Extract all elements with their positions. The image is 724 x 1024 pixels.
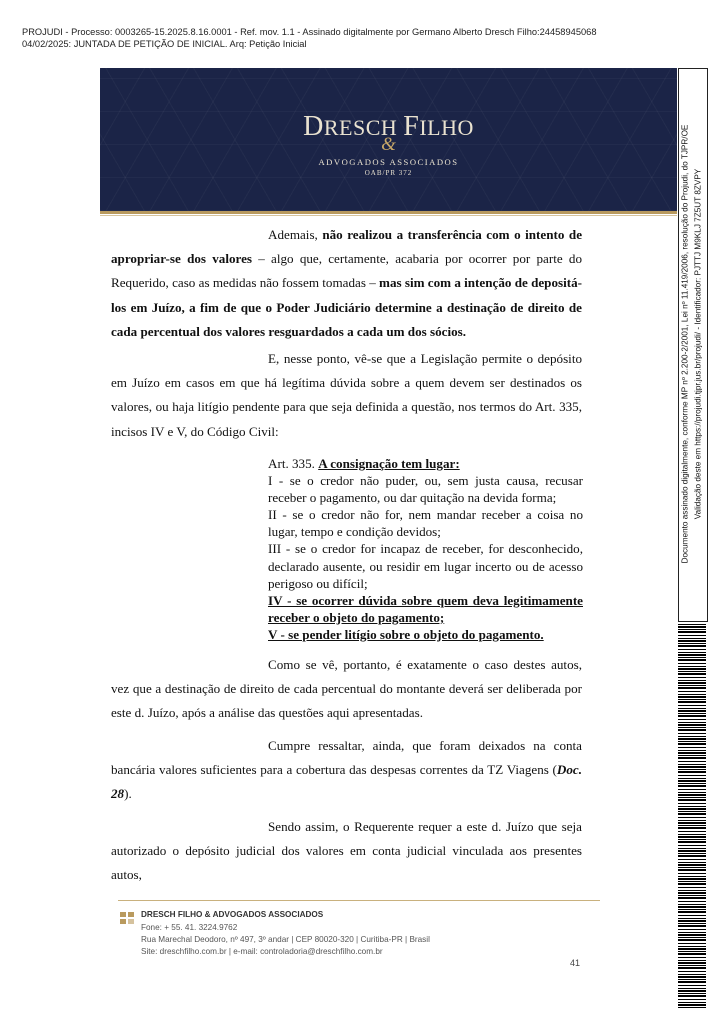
paragraph-2: E, nesse ponto, vê-se que a Legislação permite o depósito em Juízo em casos em que há legítima dúvida sobre a quem devem ser destinados os valores, ou haja litígio pendente para que seja definida a questão, nos termos do Art. 335, incisos IV e V, do Código Civil:: [111, 351, 582, 439]
banner-gold-stripe-thin: [100, 215, 677, 216]
quote-inciso-v: V - se pender litígio sobre o objeto do pagamento.: [268, 626, 544, 642]
quote-inciso-i: I - se o credor não puder, ou, sem justa causa, recusar receber o pagamento, ou dar quitação na devida forma;: [268, 473, 583, 506]
paragraph-3: Como se vê, portanto, é exatamente o caso destes autos, vez que a destinação de direito de cada percentual do montante deverá ser deliberada por este d. Juízo, após a análise das questões aqui apresentadas.: [111, 657, 582, 721]
footer-firm-name: DRESCH FILHO & ADVOGADOS ASSOCIADOS: [141, 910, 324, 919]
header-line-2: 04/02/2025: JUNTADA DE PETIÇÃO DE INICIAL. Arq: Petição Inicial: [22, 39, 307, 49]
footer-contact: Site: dreschfilho.com.br | e-mail: controladoria@dreschfilho.com.br: [141, 947, 383, 956]
quote-article-heading: Art. 335. A consignação tem lugar:: [268, 456, 460, 471]
signature-validation-text: [680, 74, 705, 614]
paragraph-1: Ademais, não realizou a transferência com o intento de apropriar-se dos valores – algo que, certamente, acabaria por ocorrer por parte do Requerido, caso as medidas não fossem tomadas – mas sim com a intenção de depositá-los em Juízo, a fim de que o Poder Judiciário determine a destinação de direito de cada percentual dos valores resguardados a cada um dos sócios.: [111, 227, 582, 339]
validation-line-2: Validação deste em https://projudi.tjpr.jus.br/projudi/ - Identificador: PJTTJ M9KLJ 7Z5UT 8ZVPY: [693, 168, 702, 520]
footer-phone: Fone: + 55. 41. 3224.9762: [141, 923, 238, 932]
footer-address: Rua Marechal Deodoro, nº 497, 3º andar | CEP 80020-320 | Curitiba-PR | Brasil: [141, 935, 430, 944]
validation-line-1: Documento assinado digitalmente, conforme MP nº 2.200-2/2001, Lei nº 11.419/2006, resolução do Projudi, do TJPR/OE: [680, 124, 690, 564]
validation-barcode: [678, 624, 706, 1008]
document-header: [22, 26, 597, 50]
legal-quote-art-335: [268, 455, 583, 643]
page-number: 41: [570, 958, 581, 968]
firm-logo-name: DRESCH FILHO: [303, 111, 474, 142]
quote-inciso-iv: IV - se ocorrer dúvida sobre quem deva legitimamente receber o objeto do pagamento;: [268, 592, 583, 625]
footer-logo-icon: [120, 912, 136, 926]
quote-inciso-ii: II - se o credor não for, nem mandar receber a coisa no lugar, tempo e condição devidos;: [268, 507, 583, 540]
banner-gold-stripe: [100, 211, 677, 214]
footer-divider: [118, 900, 600, 901]
firm-logo-oab: OAB/PR 372: [364, 169, 413, 177]
header-line-1: PROJUDI - Processo: 0003265-15.2025.8.16.0001 - Ref. mov. 1.1 - Assinado digitalmente por Germano Alberto Dresch Filho:24458945068: [22, 27, 597, 37]
firm-logo-subtitle: ADVOGADOS ASSOCIADOS: [318, 157, 459, 167]
quote-inciso-iii: III - se o credor for incapaz de receber, for desconhecido, declarado ausente, ou residir em lugar incerto ou de acesso perigoso ou difícil;: [268, 541, 583, 591]
paragraph-5: Sendo assim, o Requerente requer a este d. Juízo que seja autorizado o depósito judicial dos valores em conta judicial vinculada aos presentes autos,: [111, 819, 582, 883]
paragraph-4: Cumpre ressaltar, ainda, que foram deixados na conta bancária valores suficientes para a cobertura das despesas correntes da TZ Viagens (Doc. 28).: [111, 738, 582, 802]
firm-logo-ampersand: &: [381, 134, 396, 155]
